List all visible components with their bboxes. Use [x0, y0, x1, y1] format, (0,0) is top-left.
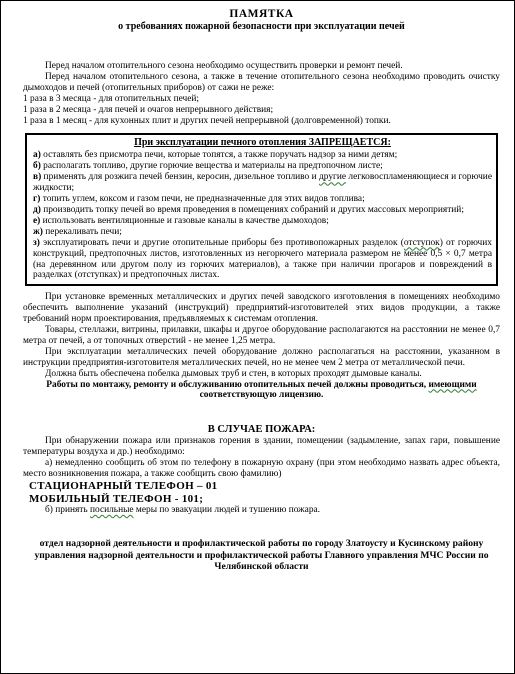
item-label: ж): [33, 226, 43, 237]
frequency-item: 1 раза в 3 месяца - для отопительных печей;: [23, 93, 200, 104]
item-label: в): [33, 172, 42, 183]
body-paragraph: При установке временных металлических и других печей заводского изготовления в помещениях необходимо обеспечить выполнение указаний (инструкций) предприятий-изготовителей этих видов продукции, а также требований норм проектирования, предъявляемых к системам отопления.: [23, 292, 500, 325]
fire-intro: При обнаружении пожара или признаков горения в здании, помещении (задымление, запах гари, повышение температуры воздуха и др.) необходимо:: [23, 436, 500, 458]
prohibited-item: [33, 238, 492, 282]
prohibited-item: [33, 161, 492, 172]
intro-paragraph: Перед началом отопительного сезона, а также в течение отопительного сезона необходимо проводить очистку дымоходов и печей (отопительных приборов) от сажи не реже:: [23, 71, 500, 93]
prohibited-item: [33, 194, 492, 205]
prohibited-item: [33, 172, 492, 194]
item-text: эксплуатировать печи и другие отопительные приборы без противопожарных разделок (: [39, 237, 404, 248]
fire-step-b: [23, 505, 500, 516]
item-label: д): [33, 204, 41, 215]
spellcheck-word: имеющими: [428, 379, 477, 390]
prohibited-item: [33, 227, 492, 238]
step-b-tail: меры по эвакуации людей и тушению пожара.: [133, 505, 321, 515]
item-text-tail: легковоспламеняющиеся и горючие жидкости;: [33, 172, 492, 194]
prohibited-item: [33, 205, 492, 216]
fire-section-title: В СЛУЧАЕ ПОЖАРА:: [207, 424, 316, 436]
license-text: Работы по монтажу, ремонту и обслуживанию отопительных печей должны проводиться,: [46, 379, 429, 390]
mobile-phone-number: МОБИЛЬНЫЙ ТЕЛЕФОН - 101;: [29, 492, 204, 505]
frequency-item: 1 раза в 1 месяц - для кухонных плит и других печей непрерывной (долговременной) топки.: [23, 115, 391, 126]
item-text: перекаливать печи;: [42, 226, 122, 237]
step-b-text: б) принять: [45, 505, 91, 515]
item-text: располагать топливо, другие горючие вещества и материалы на предтопочном листе;: [40, 161, 383, 172]
item-text: применять для розжига печей бензин, керосин, дизельное топливо и: [41, 172, 319, 183]
license-tail: соответствующую лицензию.: [199, 390, 324, 401]
spellcheck-word: другие: [319, 172, 347, 183]
prohibited-title: При эксплуатации печного отопления ЗАПРЕЩАЕТСЯ:: [134, 137, 391, 149]
body-paragraph: Товары, стеллажи, витрины, прилавки, шкафы и другое оборудование располагаются на расстоянии не менее 0,7 метра от печей, а от топочных отверстий - не менее 1,25 метра.: [23, 325, 500, 346]
item-text: производить топку печей во время проведения в помещениях собраний и других массовых мероприятий;: [40, 204, 464, 215]
intro-paragraph: Перед началом отопительного сезона необходимо осуществить проверки и ремонт печей.: [45, 61, 403, 71]
item-label: б): [33, 161, 41, 172]
spellcheck-word: отступок: [403, 237, 440, 248]
spellcheck-word: посильные: [90, 505, 134, 515]
body-paragraph: Должна быть обеспечена побелка дымовых труб и стен, в которых проходят дымовые каналы.: [45, 368, 422, 379]
page-title: ПАМЯТКА: [229, 8, 294, 20]
item-label: а): [33, 150, 41, 161]
item-text: использовать вентиляционные и газовые каналы в качестве дымоходов;: [40, 215, 329, 226]
item-text-tail: ) от горючих конструкций, предтопочных листов, изготовленных из негорючего материала размером не менее 0,5 × 0,7 метра (на деревянном или другом полу из горючих материалов), а также при наличии прогаров и повреждений в разделках (отступках) и предтопочных листах.: [33, 237, 492, 281]
issuing-department: отдел надзорной деятельности и профилактической работы по городу Златоусту и Кусинскому району управления надзорной деятельности и профилактической работы Главного управления МЧС России по Челябинской области: [34, 537, 489, 573]
prohibited-item: [33, 150, 492, 161]
item-label: е): [33, 215, 41, 226]
fixed-phone-number: СТАЦИОНАРНЫЙ ТЕЛЕФОН – 01: [29, 480, 218, 492]
cleaning-frequency-list: [23, 94, 500, 127]
frequency-item: 1 раза в 2 месяца - для печей и очагов непрерывного действия;: [23, 104, 274, 115]
fire-step-a: а) немедленно сообщить об этом по телефону в пожарную охрану (при этом необходимо назвать адрес объекта, место возникновения пожара, а также сообщить свою фамилию): [23, 458, 500, 480]
body-paragraph: При эксплуатации металлических печей оборудование должно располагаться на расстоянии, указанном в инструкции предприятия-изготовителя металлических печей, но не менее чем 2 метра от металлической печи.: [23, 346, 500, 368]
prohibited-item: [33, 216, 492, 227]
page-subtitle: о требованиях пожарной безопасности при эксплуатации печей: [118, 21, 405, 32]
item-text: оставлять без присмотра печи, которые топятся, а также поручать надзор за ними детям;: [40, 150, 398, 161]
item-text: топить углем, коксом и газом печи, не предназначенные для этих видов топлива;: [40, 194, 365, 205]
prohibited-box: [25, 133, 498, 286]
item-label: г): [33, 194, 41, 205]
item-label: з): [33, 237, 40, 248]
license-notice: [23, 380, 500, 402]
